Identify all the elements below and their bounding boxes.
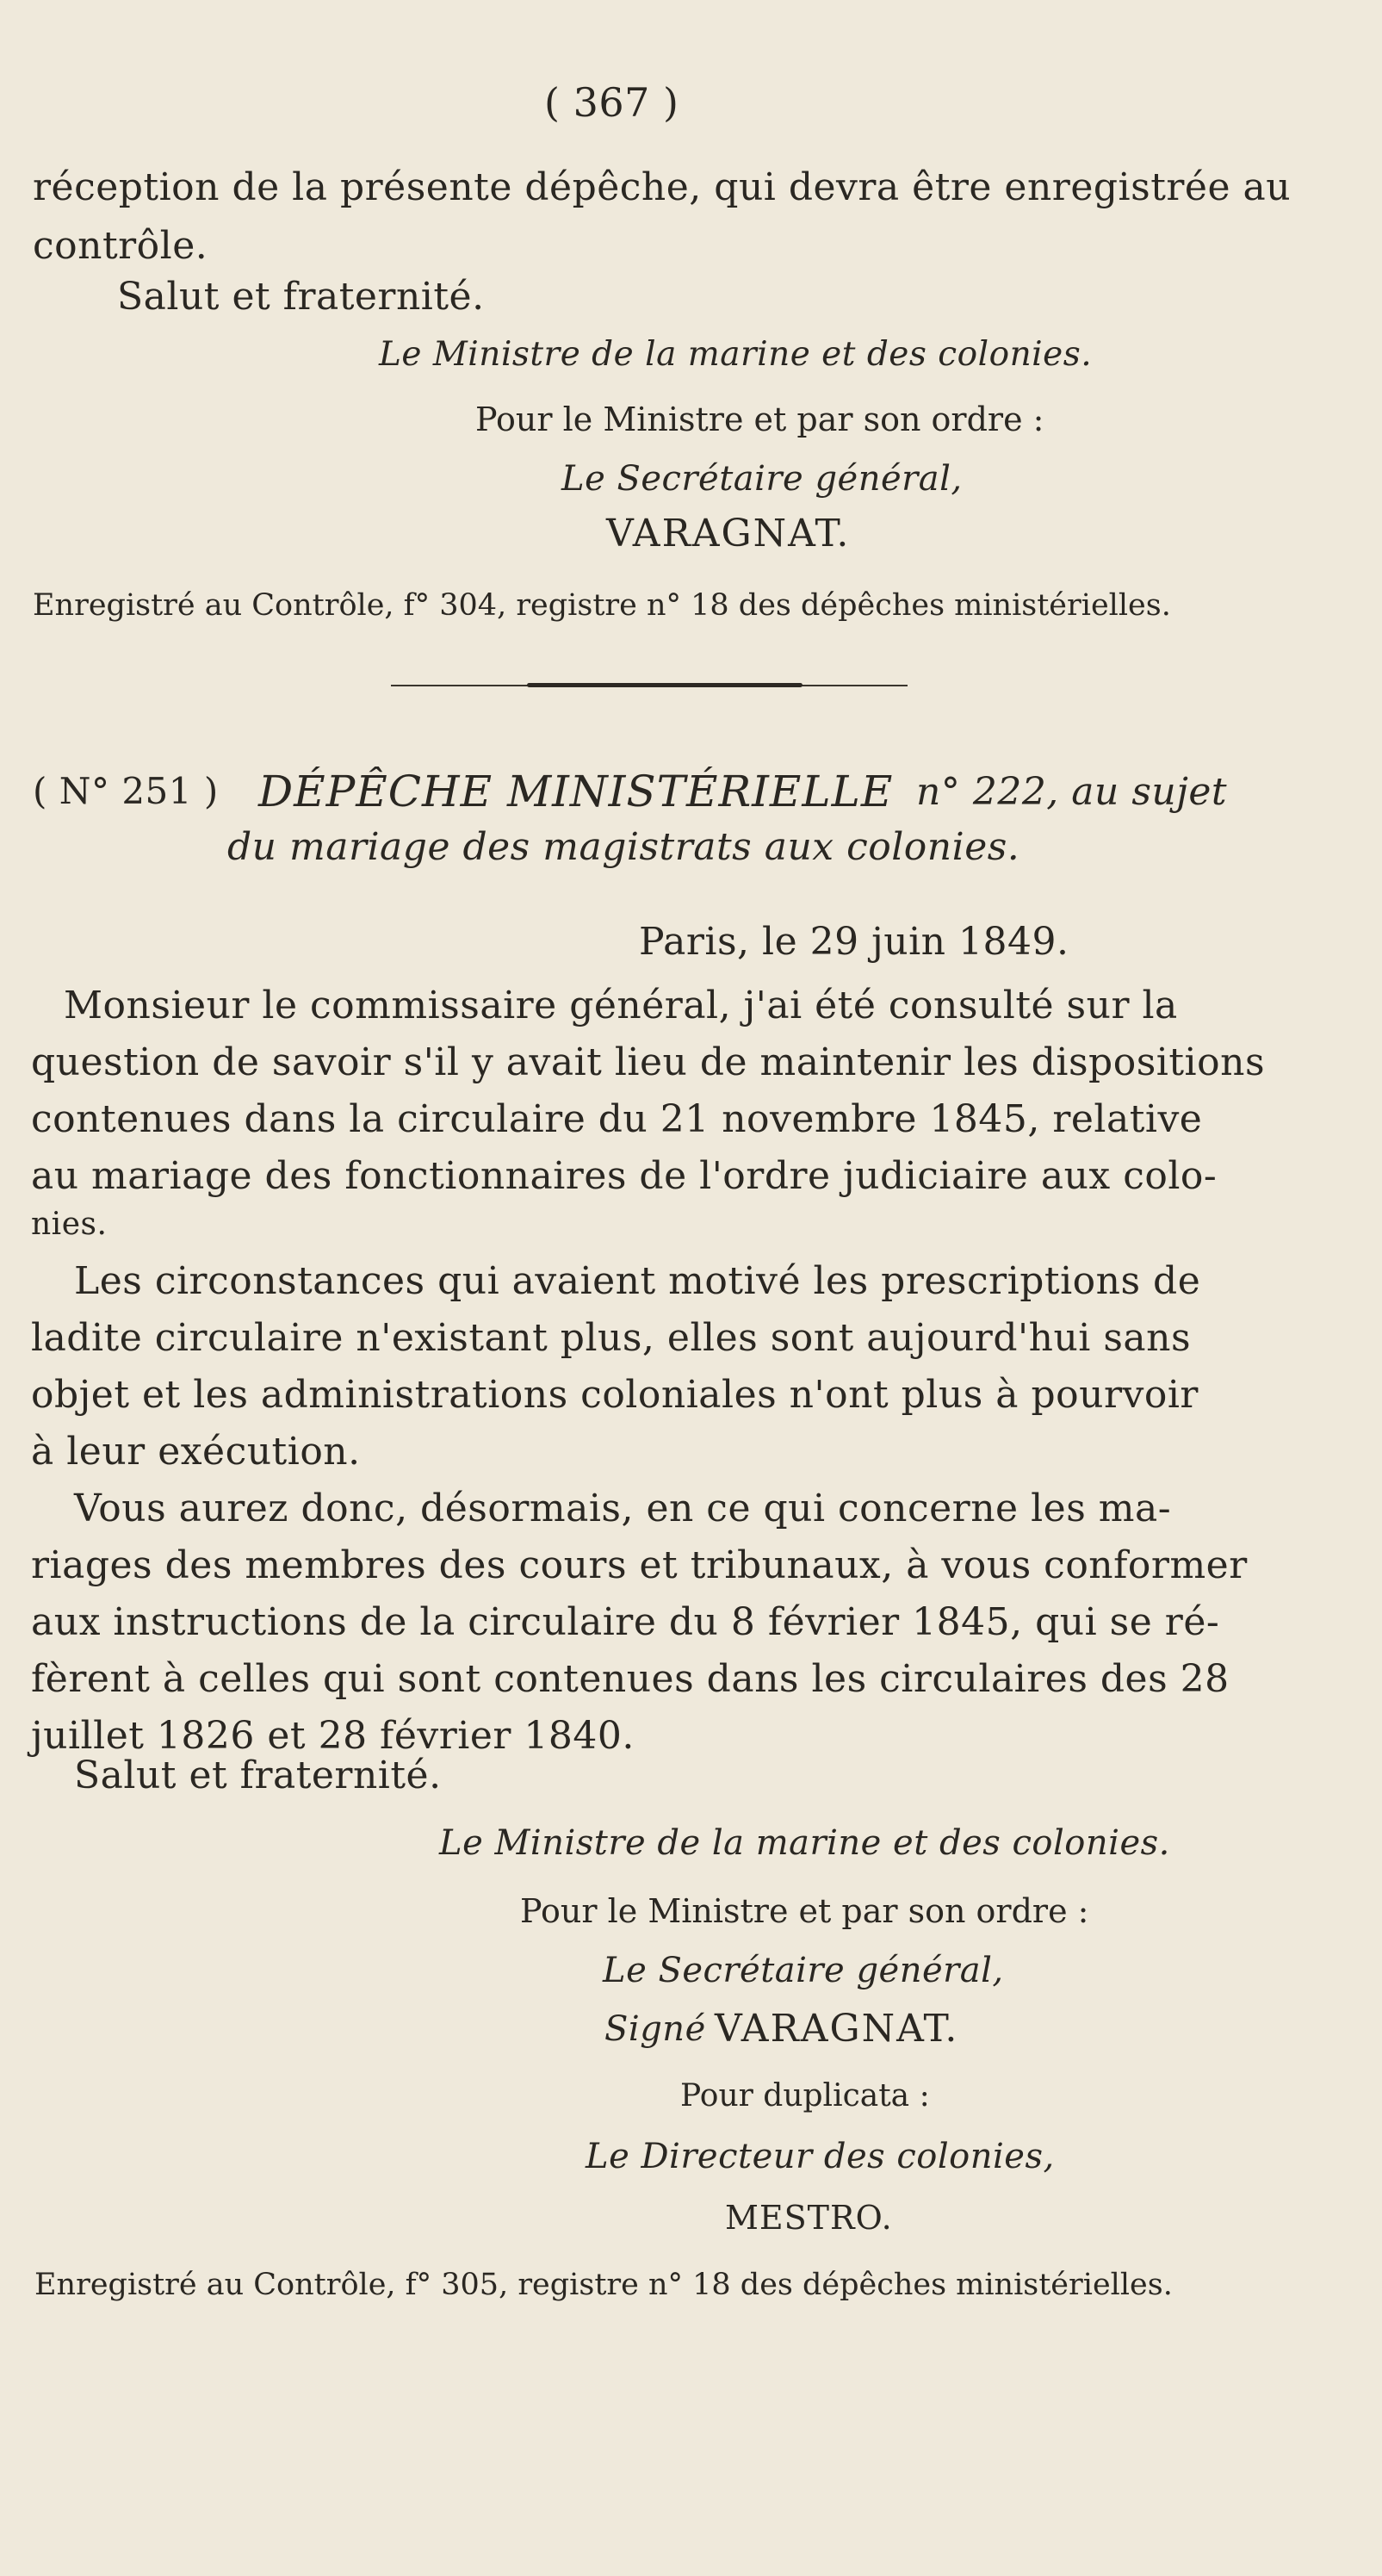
page-number: ( 367 ) xyxy=(544,79,679,126)
paragraph-line: contenues dans la circulaire du 21 novembre 1845, relative xyxy=(31,1097,1203,1141)
text-line: contrôle. xyxy=(33,224,208,268)
minister-title: Le Ministre de la marine et des colonies. xyxy=(379,335,1093,374)
paragraph-line: objet et les administrations coloniales n'ont plus à pourvoir xyxy=(31,1373,1199,1417)
registration-note: Enregistré au Contrôle, f° 305, registre n° 18 des dépêches ministérielles. xyxy=(34,2268,1173,2302)
signature: VARAGNAT. xyxy=(606,512,851,556)
duplicata-line: Pour duplicata : xyxy=(680,2078,930,2114)
dateline: Paris, le 29 juin 1849. xyxy=(639,920,1069,964)
signature: VARAGNAT. xyxy=(715,2007,959,2051)
director-title: Le Directeur des colonies, xyxy=(586,2137,1055,2176)
paragraph-line: au mariage des fonctionnaires de l'ordre judiciaire aux colo- xyxy=(31,1154,1218,1198)
separator-rule-accent xyxy=(527,683,803,687)
salutation: Salut et fraternité. xyxy=(117,275,485,319)
paragraph-line: fèrent à celles qui sont contenues dans les circulaires des 28 xyxy=(31,1657,1230,1701)
order-line: Pour le Ministre et par son ordre : xyxy=(520,1892,1089,1930)
secretary-title: Le Secrétaire général, xyxy=(603,1951,1004,1990)
secretary-title: Le Secrétaire général, xyxy=(561,459,963,499)
paragraph-line: nies. xyxy=(31,1207,108,1242)
minister-title: Le Ministre de la marine et des colonies. xyxy=(439,1823,1170,1863)
paragraph-line: ladite circulaire n'existant plus, elles sont aujourd'hui sans xyxy=(31,1316,1192,1360)
salutation: Salut et fraternité. xyxy=(74,1754,442,1797)
paragraph-line: question de savoir s'il y avait lieu de maintenir les dispositions xyxy=(31,1040,1266,1084)
paragraph-line: à leur exécution. xyxy=(31,1430,361,1474)
dispatch-subject: du mariage des magistrats aux colonies. xyxy=(227,825,1020,869)
paragraph-line: Vous aurez donc, désormais, en ce qui concerne les ma- xyxy=(74,1487,1172,1530)
paragraph-line: juillet 1826 et 28 février 1840. xyxy=(31,1714,635,1758)
paragraph-line: aux instructions de la circulaire du 8 février 1845, qui se ré- xyxy=(31,1600,1220,1644)
registration-note: Enregistré au Contrôle, f° 304, registre n° 18 des dépêches ministérielles. xyxy=(33,588,1171,623)
paragraph-line: Les circonstances qui avaient motivé les prescriptions de xyxy=(74,1259,1201,1303)
dispatch-title: DÉPÊCHE MINISTÉRIELLE xyxy=(258,767,894,816)
signe-label: Signé xyxy=(604,2009,706,2049)
text-line: réception de la présente dépêche, qui devra être enregistrée au xyxy=(33,165,1292,209)
dispatch-number: ( N° 251 ) xyxy=(33,770,219,812)
order-line: Pour le Ministre et par son ordre : xyxy=(475,400,1044,438)
paragraph-line: Monsieur le commissaire général, j'ai été consulté sur la xyxy=(64,984,1178,1027)
director-name: MESTRO. xyxy=(725,2199,893,2237)
paragraph-line: riages des membres des cours et tribunaux, à vous conformer xyxy=(31,1543,1248,1587)
dispatch-title-tail: n° 222, au sujet xyxy=(916,770,1228,814)
